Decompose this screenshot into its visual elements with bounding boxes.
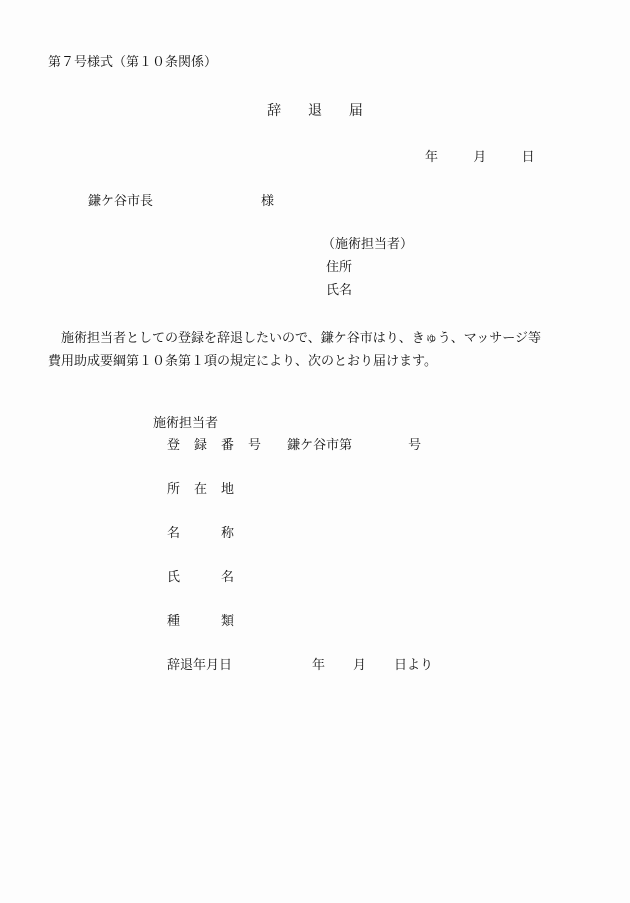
category-row <box>167 615 234 628</box>
document-title <box>0 104 630 118</box>
person-name-label-char-2: 名 <box>221 570 235 585</box>
applicant-address-label: 住所 <box>326 260 353 275</box>
registration-prefix: 鎌ケ谷市第 <box>287 438 353 453</box>
title-char-3: 届 <box>348 103 363 119</box>
person-name-label-char-1: 氏 <box>167 570 181 585</box>
business-name-label-char-1: 名 <box>167 526 181 541</box>
withdrawal-year-label: 年 <box>312 658 326 673</box>
registration-label-char-3: 番 <box>221 438 235 453</box>
body-line-2: 費用助成要綱第１０条第１項の規定により、次のとおり届けます。 <box>48 354 437 369</box>
form-number: 第７号様式（第１０条関係） <box>48 55 218 70</box>
location-label-char-1: 所 <box>167 482 181 497</box>
registration-label-char-2: 録 <box>194 438 208 453</box>
registration-number-row <box>167 439 421 452</box>
body-text <box>48 327 568 373</box>
category-label-char-1: 種 <box>167 614 181 629</box>
title-char-2: 退 <box>308 103 322 119</box>
business-name-label-char-2: 称 <box>221 526 235 541</box>
registration-label-char-4: 号 <box>248 438 262 453</box>
location-row <box>167 483 234 496</box>
person-name-row <box>167 571 234 584</box>
applicant-block <box>322 238 413 307</box>
withdrawal-date-row <box>167 659 433 672</box>
submission-date-line <box>425 151 535 164</box>
date-month-label: 月 <box>473 150 487 165</box>
title-char-1: 辞 <box>267 103 282 119</box>
date-day-label: 日 <box>521 150 535 165</box>
applicant-role: （施術担当者） <box>322 237 414 252</box>
addressee-name: 鎌ケ谷市長 <box>88 194 154 209</box>
registration-label-char-1: 登 <box>167 438 181 453</box>
withdrawal-month-label: 月 <box>353 658 367 673</box>
addressee-honorific: 様 <box>261 194 275 209</box>
location-label-char-3: 地 <box>221 482 235 497</box>
withdrawal-date-label: 辞退年月日 <box>167 658 233 673</box>
body-line-1: 施術担当者としての登録を辞退したいので、鎌ケ谷市はり、きゅう、マッサージ等 <box>48 331 541 346</box>
registration-suffix: 号 <box>408 438 422 453</box>
details-heading: 施術担当者 <box>153 416 219 431</box>
location-label-char-2: 在 <box>194 482 208 497</box>
date-year-label: 年 <box>425 150 439 165</box>
addressee-line <box>88 194 275 209</box>
withdrawal-day-label: 日より <box>394 658 434 673</box>
business-name-row <box>167 527 234 540</box>
category-label-char-2: 類 <box>221 614 235 629</box>
applicant-name-label: 氏名 <box>326 283 353 298</box>
